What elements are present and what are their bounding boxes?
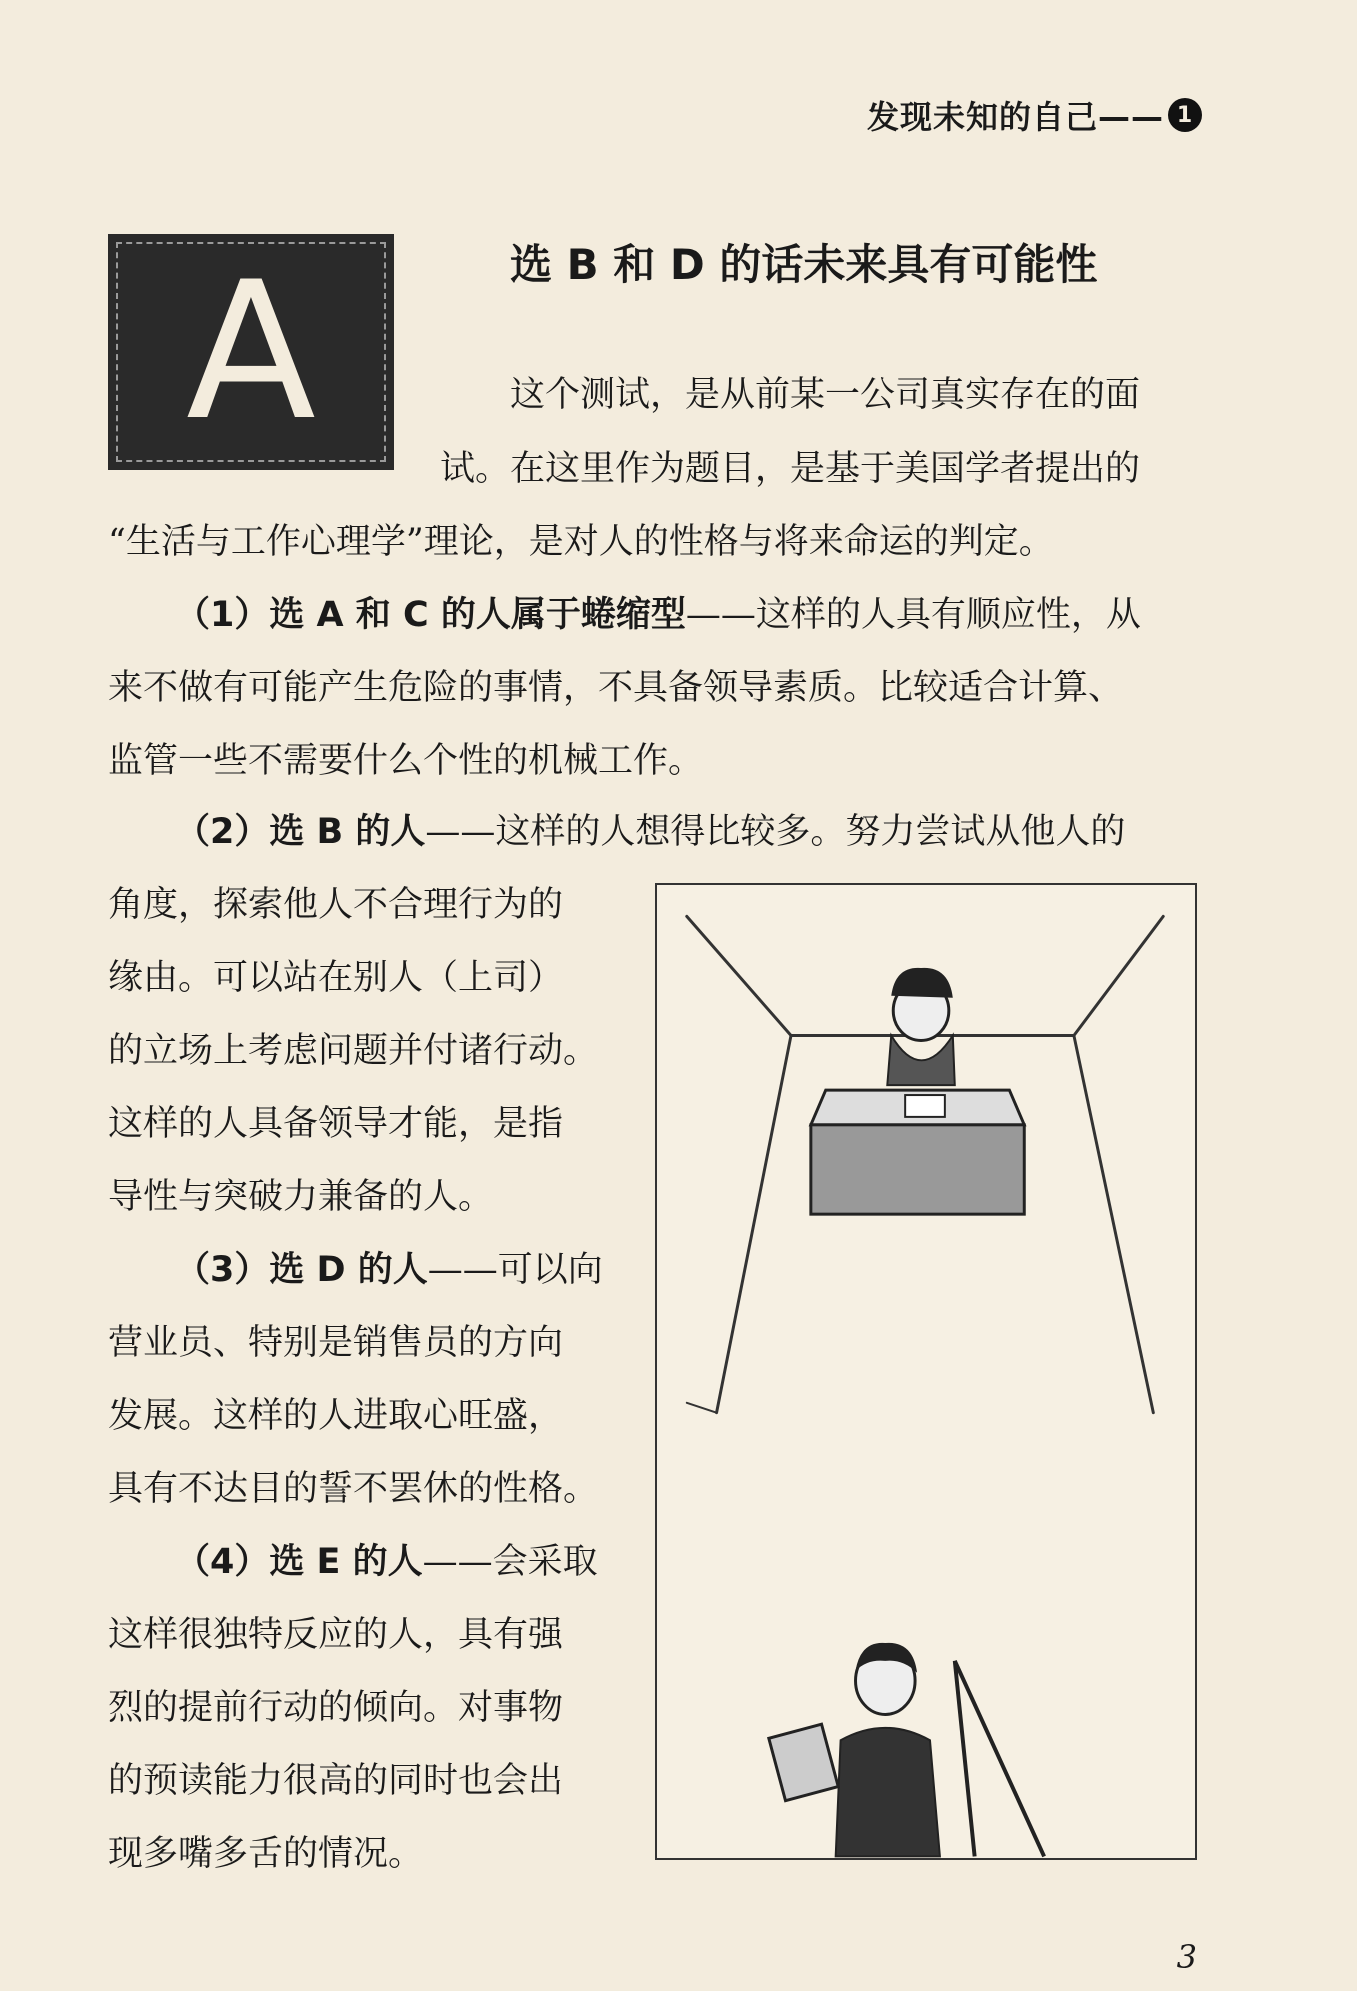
answer-letter-box	[108, 234, 394, 470]
item3-line: 营业员、特别是销售员的方向	[108, 1323, 564, 1363]
intro-line: 试。在这里作为题目，是基于美国学者提出的	[440, 449, 1141, 489]
item1-text: ——这样的人具有顺应性，从	[685, 595, 1141, 635]
interviewer-figure	[887, 968, 954, 1085]
item4-text: ——会采取	[422, 1542, 598, 1582]
running-title: 发现未知的自己——	[866, 98, 1164, 136]
interview-sketch	[657, 885, 1195, 1858]
item1-line	[175, 595, 1141, 635]
item3-lead: （3）选 D 的人	[175, 1250, 428, 1290]
item3-line: 发展。这样的人进取心旺盛，	[108, 1396, 564, 1436]
chapter-badge: 1	[1168, 98, 1202, 132]
item2-line: 角度，探索他人不合理行为的	[108, 885, 564, 925]
section-title: 选 B 和 D 的话未来具有可能性	[510, 240, 1098, 289]
running-header	[867, 92, 1202, 138]
door	[955, 1661, 1044, 1857]
room-edge	[1074, 1035, 1153, 1412]
room-edge	[687, 916, 791, 1035]
item2-line: 导性与突破力兼备的人。	[108, 1177, 494, 1217]
item3-line	[175, 1250, 603, 1290]
item4-lead: （4）选 E 的人	[175, 1542, 423, 1582]
item2-line: 缘由。可以站在别人（上司）	[108, 958, 564, 998]
room-edge	[1074, 916, 1163, 1035]
intro-line: 这个测试，是从前某一公司真实存在的面	[510, 375, 1141, 415]
item4-line: 现多嘴多舌的情况。	[108, 1834, 424, 1874]
item2-lead: （2）选 B 的人	[175, 812, 426, 852]
desk	[811, 1090, 1024, 1214]
item4-line: 的预读能力很高的同时也会出	[108, 1761, 564, 1801]
item2-line: 的立场上考虑问题并付诸行动。	[108, 1031, 599, 1071]
item2-text: ——这样的人想得比较多。努力尝试从他人的	[425, 812, 1126, 852]
item4-line	[175, 1542, 598, 1582]
item2-line: 这样的人具备领导才能，是指	[108, 1104, 564, 1144]
item2-line	[175, 812, 1126, 852]
candidate-figure	[769, 1643, 940, 1857]
item3-text: ——可以向	[427, 1250, 603, 1290]
item1-lead: （1）选 A 和 C 的人属于蜷缩型	[175, 595, 686, 635]
intro-line: “生活与工作心理学”理论，是对人的性格与将来命运的判定。	[108, 522, 1054, 562]
room-edge	[717, 1035, 791, 1412]
item4-line: 这样很独特反应的人，具有强	[108, 1615, 564, 1655]
item1-line: 监管一些不需要什么个性的机械工作。	[108, 741, 704, 781]
page-number: 3	[1176, 1938, 1197, 1976]
answer-letter: A	[116, 242, 386, 462]
item3-line: 具有不达目的誓不罢休的性格。	[108, 1469, 599, 1509]
item4-line: 烈的提前行动的倾向。对事物	[108, 1688, 564, 1728]
item1-line: 来不做有可能产生危险的事情，不具备领导素质。比较适合计算、	[108, 668, 1124, 708]
interview-illustration	[655, 883, 1197, 1860]
